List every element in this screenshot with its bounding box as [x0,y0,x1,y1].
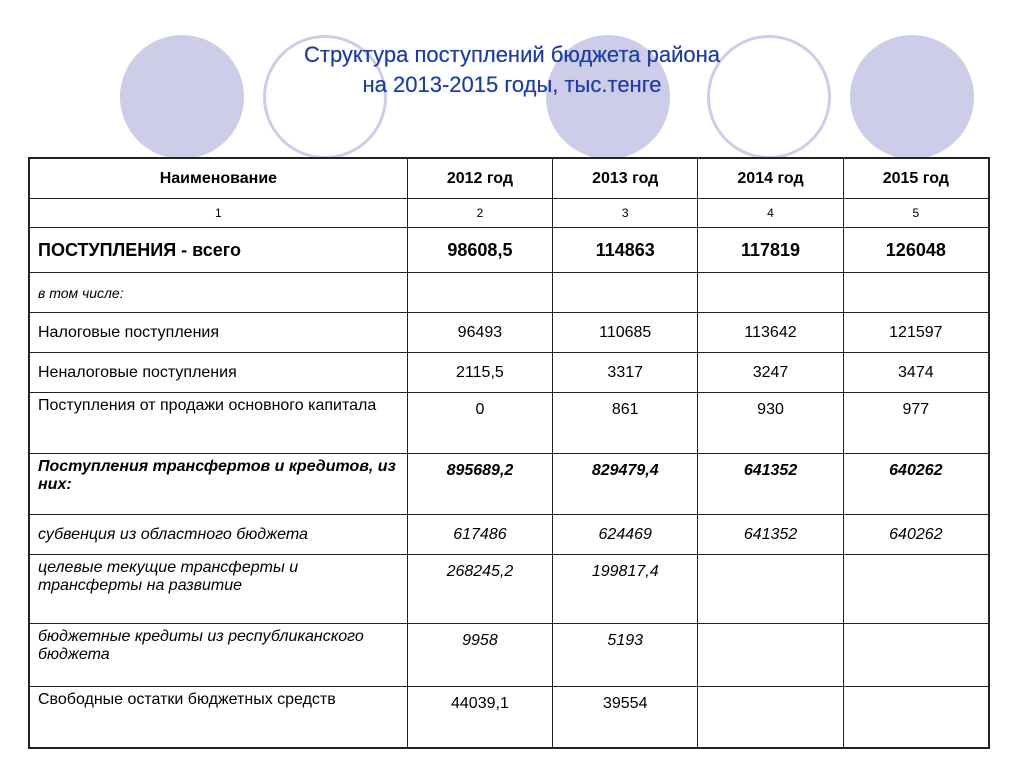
table-cell: 640262 [843,515,989,555]
table-cell [698,624,843,687]
table-cell: 268245,2 [407,555,552,624]
table-cell: 110685 [553,313,698,353]
table-cell: 44039,1 [407,687,552,749]
row-label: ПОСТУПЛЕНИЯ - всего [29,228,407,273]
table-cell: 5193 [553,624,698,687]
table-cell: 641352 [698,454,843,515]
table-cell: 3474 [843,353,989,393]
table-cell: 640262 [843,454,989,515]
table-row [29,353,989,393]
table-cell: 624469 [553,515,698,555]
table-cell: 121597 [843,313,989,353]
table-cell [553,273,698,313]
table-cell: 617486 [407,515,552,555]
table-cell: 977 [843,393,989,454]
budget-revenue-table [28,157,990,749]
table-cell [843,624,989,687]
table-cell [843,687,989,749]
table-cell: 0 [407,393,552,454]
table-cell [843,555,989,624]
table-cell: 930 [698,393,843,454]
table-row [29,624,989,687]
column-header: Наименование [29,158,407,199]
table-cell: 895689,2 [407,454,552,515]
title-line-1: Структура поступлений бюджета района [303,42,720,67]
row-label: Неналоговые поступления [29,353,407,393]
table-cell: 861 [553,393,698,454]
column-number-row [29,199,989,228]
table-row [29,313,989,353]
column-number: 2 [407,199,552,228]
table-cell [698,555,843,624]
table-cell: 98608,5 [407,228,552,273]
table-row [29,393,989,454]
column-number: 1 [29,199,407,228]
table-cell: 114863 [553,228,698,273]
table-cell: 113642 [698,313,843,353]
table-row [29,228,989,273]
row-label: Поступления от продажи основного капитала [29,393,407,454]
table-cell: 829479,4 [553,454,698,515]
row-label: бюджетные кредиты из республиканского бюджета [29,624,407,687]
column-number: 4 [698,199,843,228]
row-label: Налоговые поступления [29,313,407,353]
table-row [29,454,989,515]
table-cell: 2115,5 [407,353,552,393]
table-row [29,687,989,749]
table-cell: 96493 [407,313,552,353]
table-cell [698,687,843,749]
row-label: Поступления трансфертов и кредитов, из них: [29,454,407,515]
row-label: Свободные остатки бюджетных средств [29,687,407,749]
column-header: 2014 год [698,158,843,199]
table-row [29,515,989,555]
column-number: 5 [843,199,989,228]
column-header: 2013 год [553,158,698,199]
table-row [29,555,989,624]
table-cell: 199817,4 [553,555,698,624]
row-label: субвенция из областного бюджета [29,515,407,555]
table-header-row [29,158,989,199]
table-cell: 126048 [843,228,989,273]
column-number: 3 [553,199,698,228]
table-row [29,273,989,313]
table-cell: 3247 [698,353,843,393]
table-cell [843,273,989,313]
column-header: 2015 год [843,158,989,199]
table-cell [407,273,552,313]
table-cell [698,273,843,313]
row-label: в том числе: [29,273,407,313]
table-cell: 9958 [407,624,552,687]
table-cell: 3317 [553,353,698,393]
table-cell: 641352 [698,515,843,555]
table-cell: 39554 [553,687,698,749]
page-title [0,40,1024,100]
row-label: целевые текущие трансферты и трансферты на развитие [29,555,407,624]
column-header: 2012 год [407,158,552,199]
title-line-2: на 2013-2015 годы, тыс.тенге [362,72,662,97]
table-cell: 117819 [698,228,843,273]
